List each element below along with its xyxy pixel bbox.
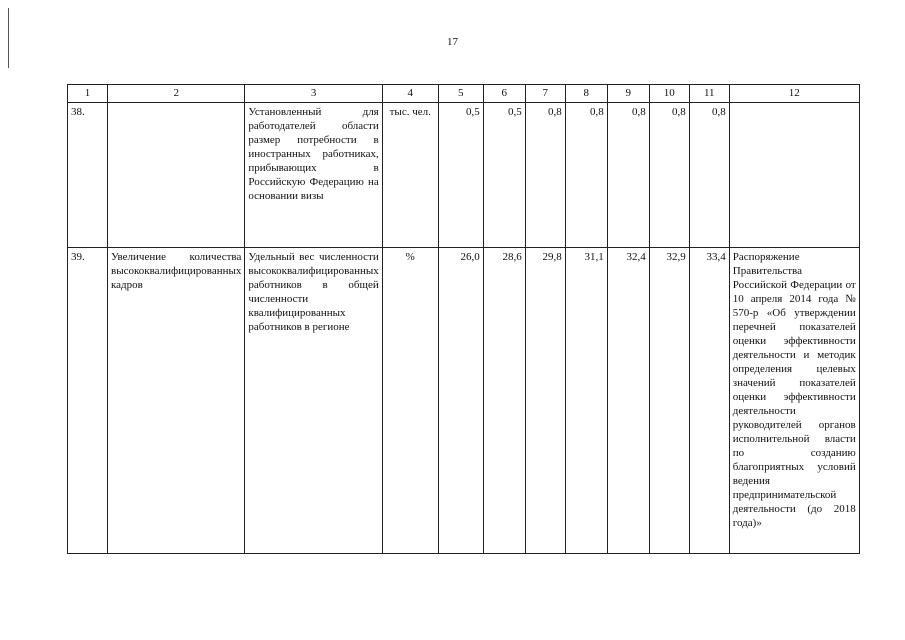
header-cell: 11 (689, 85, 729, 103)
table-header-row (68, 85, 860, 103)
header-cell: 8 (565, 85, 607, 103)
unit-cell: тыс. чел. (382, 103, 438, 248)
value-cell: 0,8 (525, 103, 565, 248)
value-cell: 0,8 (689, 103, 729, 248)
header-cell: 9 (607, 85, 649, 103)
indicators-table (67, 84, 860, 554)
header-cell: 12 (729, 85, 859, 103)
goal-cell (108, 103, 245, 248)
value-cell: 0,8 (649, 103, 689, 248)
value-cell: 31,1 (565, 248, 607, 554)
row-number: 38. (68, 103, 108, 248)
value-cell: 26,0 (438, 248, 483, 554)
header-cell: 3 (245, 85, 382, 103)
header-cell: 5 (438, 85, 483, 103)
row-number: 39. (68, 248, 108, 554)
value-cell: 29,8 (525, 248, 565, 554)
header-cell: 6 (483, 85, 525, 103)
header-cell: 10 (649, 85, 689, 103)
value-cell: 0,8 (607, 103, 649, 248)
header-cell: 2 (108, 85, 245, 103)
table-row (68, 103, 860, 248)
indicator-cell: Установленный для работодателей области размер потребности в иностранных работниках, прибывающих в Российскую Федерацию на основании визы (245, 103, 382, 248)
value-cell: 33,4 (689, 248, 729, 554)
table-row (68, 248, 860, 554)
value-cell: 32,4 (607, 248, 649, 554)
basis-cell (729, 103, 859, 248)
value-cell: 0,8 (565, 103, 607, 248)
value-cell: 32,9 (649, 248, 689, 554)
header-cell: 1 (68, 85, 108, 103)
page-number: 17 (447, 36, 458, 48)
unit-cell: % (382, 248, 438, 554)
header-cell: 4 (382, 85, 438, 103)
indicator-cell: Удельный вес численности высококвалифицированных работников в общей численности квалифицированных работников в регионе (245, 248, 382, 554)
goal-cell: Увеличение количества высококвалифицированных кадров (108, 248, 245, 554)
value-cell: 28,6 (483, 248, 525, 554)
value-cell: 0,5 (438, 103, 483, 248)
value-cell: 0,5 (483, 103, 525, 248)
basis-cell: Распоряжение Правительства Российской Федерации от 10 апреля 2014 года № 570-р «Об утверждении перечней показателей оценки эффективности деятельности и методик определения целевых значений показателей оценки эффективности деятельности руководителей органов исполнительной власти по созданию благоприятных условий ведения предпринимательской деятельности (до 2018 года)» (729, 248, 859, 554)
header-cell: 7 (525, 85, 565, 103)
